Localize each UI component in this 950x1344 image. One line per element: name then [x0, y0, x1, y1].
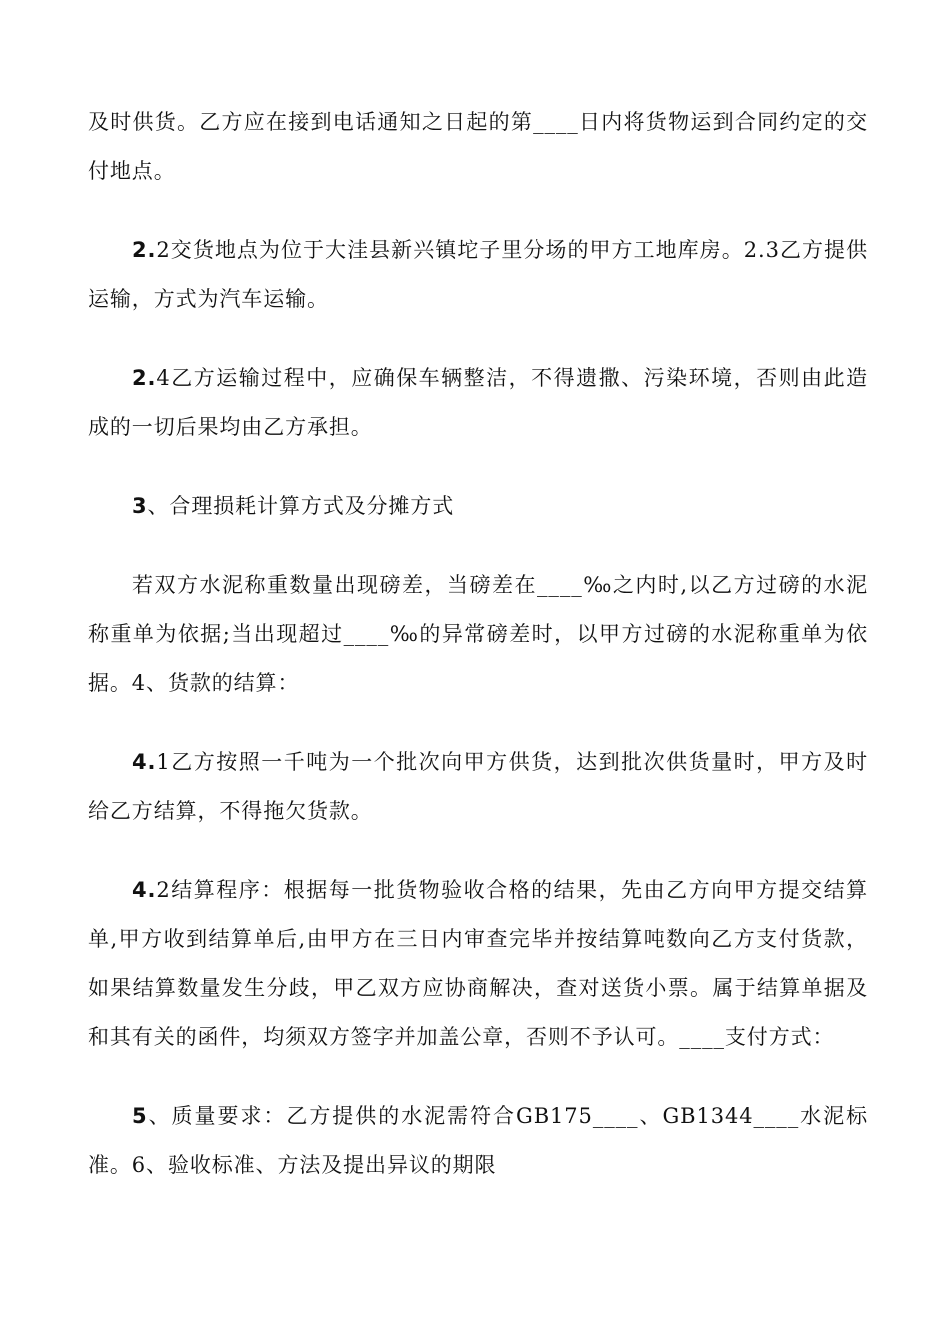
- document-page: [88, 98, 868, 1190]
- clause-number: 4.: [132, 750, 157, 774]
- paragraph-text: 2结算程序：根据每一批货物验收合格的结果，先由乙方向甲方提交结算单,甲方收到结算单后,由甲方在三日内审查完毕并按结算吨数向乙方支付货款，如果结算数量发生分歧，甲乙双方应协商解决，查对送货小票。属于结算单据及和其有关的函件，均须双方签字并加盖公章，否则不予认可。____支付方式：: [88, 878, 868, 1049]
- clause-number: 3: [132, 494, 148, 518]
- paragraph-gap: [88, 708, 868, 738]
- paragraph-clause-4-2: [88, 866, 868, 1062]
- paragraph-clause-2-2: [88, 226, 868, 324]
- clause-number: 5: [132, 1104, 148, 1128]
- paragraph-clause-2-4: [88, 354, 868, 452]
- paragraph-text: 若双方水泥称重数量出现磅差，当磅差在____‰之内时,以乙方过磅的水泥称重单为依据;当出现超过____‰的异常磅差时，以甲方过磅的水泥称重单为依据。4、货款的结算：: [88, 573, 868, 695]
- paragraph-text: 2交货地点为位于大洼县新兴镇坨子里分场的甲方工地库房。2.3乙方提供运输，方式为汽车运输。: [88, 238, 868, 311]
- paragraph-clause-5: [88, 1092, 868, 1190]
- paragraph-gap: [88, 531, 868, 561]
- paragraph-text: 4乙方运输过程中，应确保车辆整洁，不得遗撒、污染环境，否则由此造成的一切后果均由乙方承担。: [88, 366, 868, 439]
- paragraph-gap: [88, 836, 868, 866]
- clause-number: 4.: [132, 878, 157, 902]
- paragraph-gap: [88, 452, 868, 482]
- clause-number: 2.: [132, 238, 157, 262]
- paragraph-gap: [88, 1062, 868, 1092]
- section-heading-3: [88, 482, 868, 531]
- paragraph-gap: [88, 196, 868, 226]
- paragraph-clause-4-1: [88, 738, 868, 836]
- paragraph-text: 、合理损耗计算方式及分摊方式: [147, 494, 455, 518]
- paragraph-delivery-time: [88, 98, 868, 196]
- paragraph-gap: [88, 324, 868, 354]
- clause-number: 2.: [132, 366, 157, 390]
- paragraph-text: 、质量要求：乙方提供的水泥需符合GB175____、GB1344____水泥标准。6、验收标准、方法及提出异议的期限: [88, 1104, 868, 1177]
- paragraph-weighing-difference: [88, 561, 868, 708]
- paragraph-text: 1乙方按照一千吨为一个批次向甲方供货，达到批次供货量时，甲方及时给乙方结算，不得拖欠货款。: [88, 750, 868, 823]
- paragraph-text: 及时供货。乙方应在接到电话通知之日起的第____日内将货物运到合同约定的交付地点。: [88, 110, 868, 183]
